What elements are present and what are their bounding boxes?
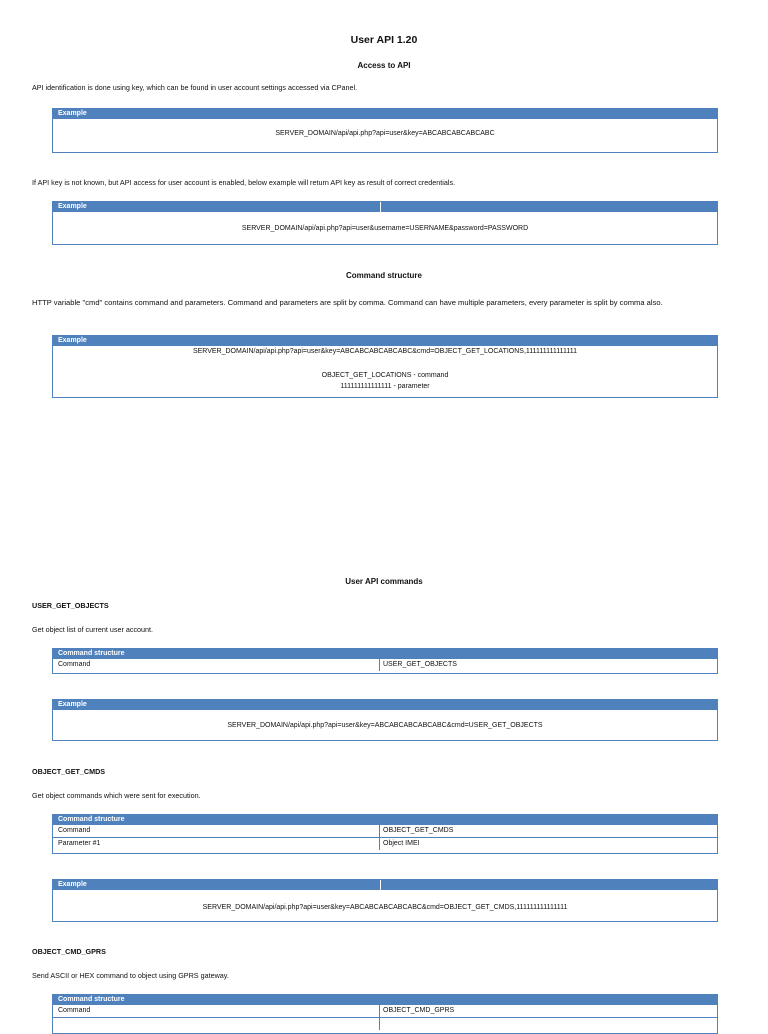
command-structure-table (52, 994, 718, 1034)
table-cell-value: Object IMEI (383, 840, 420, 847)
table-row (53, 837, 717, 850)
example-note-parameter: 111111111111111 - parameter (340, 383, 430, 390)
example-header: Example (58, 881, 87, 888)
example-header: Example (53, 336, 717, 346)
example-note-command: OBJECT_GET_LOCATIONS - command (321, 372, 449, 379)
access-heading: Access to API (357, 61, 411, 70)
api-key-intro-text: If API key is not known, but API access for user account is enabled, below example will return API key as result of correct credentials. (32, 178, 456, 187)
command-description: Get object commands which were sent for execution. (32, 791, 201, 800)
table-row (53, 1005, 717, 1017)
example-box (52, 879, 718, 922)
example-url: SERVER_DOMAIN/api/api.php?api=user&username=USERNAME&password=PASSWORD (241, 225, 529, 232)
table-cell-label: Command (58, 661, 91, 668)
command-description: Send ASCII or HEX command to object using GPRS gateway. (32, 971, 229, 980)
example-box (52, 699, 718, 741)
example-header: Example (53, 109, 717, 119)
page-title: User API 1.20 (350, 34, 418, 46)
command-structure-text: HTTP variable "cmd" contains command and parameters. Command and parameters are split by comma. Command can have multiple parameters, every parameter is split by comma also. (32, 298, 663, 307)
example-url: SERVER_DOMAIN/api/api.php?api=user&key=ABCABCABCABCABC (275, 130, 495, 137)
table-row (53, 659, 717, 671)
access-intro-text: API identification is done using key, which can be found in user account settings accessed via CPanel. (32, 83, 358, 92)
user-api-commands-heading: User API commands (345, 577, 423, 586)
table-cell-label: Parameter #1 (58, 840, 101, 847)
example-url: SERVER_DOMAIN/api/api.php?api=user&key=ABCABCABCABCABC&cmd=OBJECT_GET_CMDS,111111111111111 (202, 904, 568, 911)
example-url: SERVER_DOMAIN/api/api.php?api=user&key=ABCABCABCABCABC&cmd=USER_GET_OBJECTS (227, 722, 543, 729)
table-cell-value: OBJECT_CMD_GPRS (383, 1007, 455, 1014)
command-structure-table (52, 648, 718, 674)
command-description: Get object list of current user account. (32, 625, 154, 634)
table-cell-value: USER_GET_OBJECTS (383, 661, 457, 668)
example-header: Example (58, 203, 87, 210)
example-box-key (52, 108, 718, 153)
table-cell-value: OBJECT_GET_CMDS (383, 827, 454, 834)
table-cell-label: Command (58, 827, 91, 834)
example-box-cmd (52, 335, 718, 398)
table-header: Command structure (53, 649, 717, 659)
command-structure-heading: Command structure (345, 271, 422, 280)
command-name: OBJECT_GET_CMDS (32, 767, 106, 776)
command-structure-table (52, 814, 718, 854)
table-header: Command structure (53, 995, 717, 1005)
example-url: SERVER_DOMAIN/api/api.php?api=user&key=ABCABCABCABCABC&cmd=OBJECT_GET_LOCATIONS,111111111111111 (192, 348, 578, 355)
table-row (53, 825, 717, 837)
command-name: USER_GET_OBJECTS (32, 601, 109, 610)
table-header: Command structure (53, 815, 717, 825)
table-cell-label: Command (58, 1007, 91, 1014)
command-name: OBJECT_CMD_GPRS (32, 947, 106, 956)
example-header: Example (53, 700, 717, 710)
example-box-login (52, 201, 718, 245)
